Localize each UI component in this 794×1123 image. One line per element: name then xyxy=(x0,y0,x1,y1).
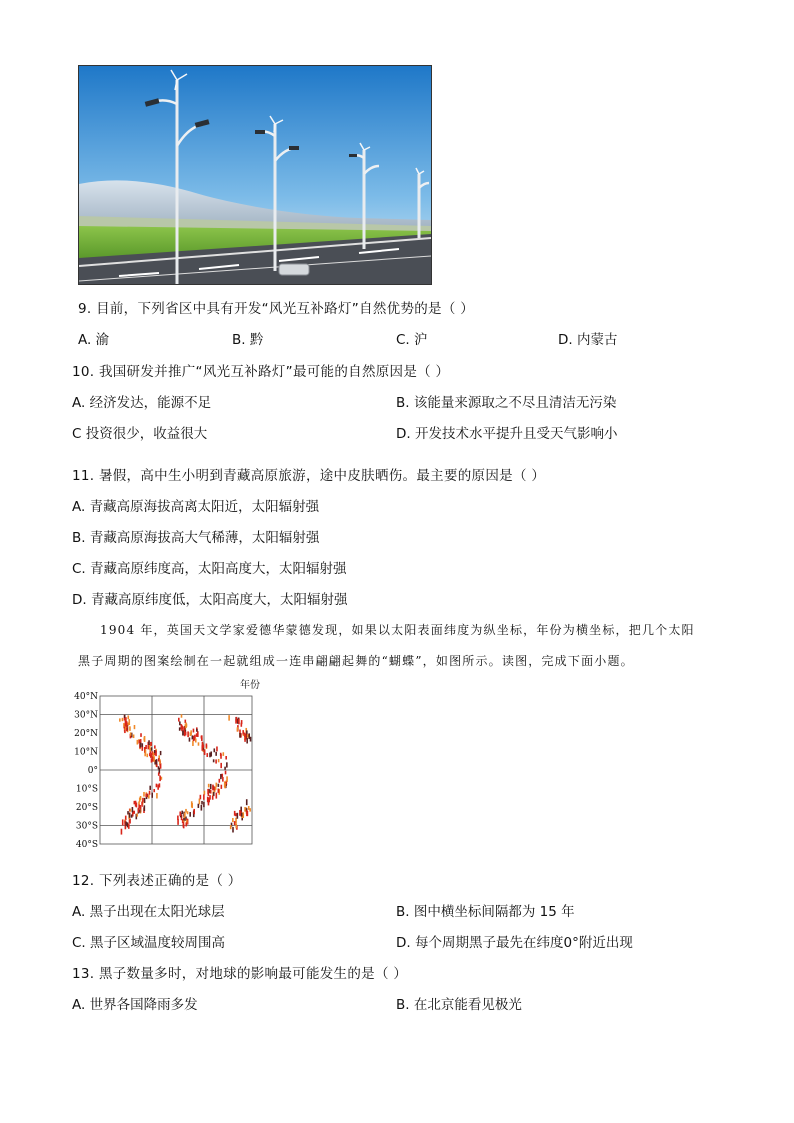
sunspot-mark xyxy=(179,721,181,725)
sunspot-mark xyxy=(145,794,147,797)
sunspot-mark xyxy=(242,730,244,734)
q10-option-d[interactable]: D. 开发技术水平提升且受天气影响小 xyxy=(396,426,618,442)
q11-option-c[interactable]: C. 青藏高原纬度高，太阳高度大，太阳辐射强 xyxy=(72,561,347,577)
q10-option-b[interactable]: B. 该能量来源取之不尽且清洁无污染 xyxy=(396,395,617,411)
sunspot-mark xyxy=(158,772,160,775)
sunspot-mark xyxy=(145,749,147,753)
sunspot-mark xyxy=(137,740,139,745)
sunspot-mark xyxy=(127,811,129,814)
sunspot-mark xyxy=(119,718,121,721)
sunspot-mark xyxy=(235,823,237,828)
sunspot-mark xyxy=(133,811,135,814)
sunspot-mark xyxy=(212,796,214,800)
sunspot-mark xyxy=(143,792,145,797)
sunspot-mark xyxy=(144,798,146,803)
sunspot-mark xyxy=(206,753,208,757)
passage-line-1: 1904 年，英国天文学家爱德华蒙德发现，如果以太阳表面纬度为纵坐标，年份为横坐标，把几个太阳 xyxy=(100,623,695,637)
y-tick-label: 0° xyxy=(87,766,98,776)
sunspot-mark xyxy=(216,746,218,751)
q12-option-c[interactable]: C. 黑子区域温度较周围高 xyxy=(72,935,226,951)
sunspot-mark xyxy=(208,784,210,788)
q9-option-a[interactable]: A. 渝 xyxy=(78,332,110,348)
street-lamp-photo xyxy=(78,65,432,285)
sunspot-mark xyxy=(201,801,203,804)
sunspot-mark xyxy=(204,791,206,795)
sunspot-mark xyxy=(157,784,159,789)
y-tick-label: 20°N xyxy=(74,729,98,739)
q11-stem: 11. 暑假，高中生小明到青藏高原旅游，途中皮肤晒伤。最主要的原因是（ ） xyxy=(72,468,546,484)
sunspot-mark xyxy=(149,786,151,790)
sunspot-mark xyxy=(206,743,208,747)
sunspot-mark xyxy=(228,715,230,721)
sunspot-mark xyxy=(151,758,153,762)
sunspot-mark xyxy=(177,816,179,820)
sunspot-mark xyxy=(222,777,224,782)
q10-option-a[interactable]: A. 经济发达，能源不足 xyxy=(72,395,212,411)
sunspot-mark xyxy=(216,793,218,799)
sunspot-mark xyxy=(220,774,222,779)
sunspot-mark xyxy=(246,810,248,816)
sunspot-mark xyxy=(219,779,221,783)
sunspot-mark xyxy=(232,827,234,833)
q9-stem: 9. 目前，下列省区中具有开发“风光互补路灯”自然优势的是（ ） xyxy=(78,301,475,317)
sunspot-mark xyxy=(156,784,158,788)
sunspot-mark xyxy=(189,738,191,742)
q9-option-c[interactable]: C. 沪 xyxy=(396,332,428,348)
y-tick-label: 10°S xyxy=(75,784,98,795)
sunspot-mark xyxy=(249,808,251,811)
q9-option-d[interactable]: D. 内蒙古 xyxy=(558,332,618,348)
sunspot-mark xyxy=(210,751,212,756)
sunspot-mark xyxy=(129,726,131,731)
sunspot-mark xyxy=(153,752,155,757)
sunspot-mark xyxy=(244,807,246,812)
sunspot-mark xyxy=(212,786,214,791)
q10-stem: 10. 我国研发并推广“风光互补路灯”最可能的自然原因是（ ） xyxy=(72,364,450,380)
sunspot-mark xyxy=(210,790,212,794)
sunspot-mark xyxy=(140,743,142,748)
sunspot-mark xyxy=(122,718,124,721)
sunspot-mark xyxy=(222,752,224,756)
sunspot-mark xyxy=(246,738,248,743)
sunspot-mark xyxy=(135,801,137,807)
sunspot-mark xyxy=(193,809,195,814)
sunspot-mark xyxy=(218,789,220,793)
sunspot-mark xyxy=(128,823,130,828)
sunspot-mark xyxy=(155,750,157,756)
sunspot-mark xyxy=(182,730,184,735)
sunspot-mark xyxy=(147,745,149,749)
sunspot-mark xyxy=(138,808,140,813)
sunspot-mark xyxy=(189,812,191,817)
sunspot-mark xyxy=(153,789,155,792)
y-tick-label: 10°N xyxy=(74,747,98,758)
sunspot-mark xyxy=(221,785,223,789)
sunspot-mark xyxy=(198,742,200,745)
sunspot-mark xyxy=(247,734,249,737)
sunspot-mark xyxy=(203,744,205,747)
q12-option-b[interactable]: B. 图中横坐标间隔都为 15 年 xyxy=(396,904,575,920)
y-tick-label: 30°S xyxy=(75,821,98,832)
sunspot-mark xyxy=(220,753,222,756)
sunspot-mark xyxy=(248,806,250,810)
sunspot-mark xyxy=(185,724,187,727)
sunspot-mark xyxy=(148,795,150,799)
sunspot-mark xyxy=(224,783,226,788)
sunspot-mark xyxy=(201,805,203,811)
sunspot-mark xyxy=(187,731,189,737)
street-lamp-illustration xyxy=(79,66,431,284)
sunspot-mark xyxy=(235,813,237,816)
sunspot-mark xyxy=(190,732,192,736)
sunspot-mark xyxy=(225,771,227,775)
sunspot-mark xyxy=(134,725,136,729)
sunspot-mark xyxy=(153,756,155,761)
sunspot-mark xyxy=(179,727,181,730)
sunspot-mark xyxy=(131,814,133,817)
sunspot-mark xyxy=(197,733,199,737)
q11-option-d[interactable]: D. 青藏高原纬度低，太阳高度大，太阳辐射强 xyxy=(72,592,348,608)
sunspot-mark xyxy=(160,751,162,755)
sunspot-mark xyxy=(241,720,243,724)
q12-option-d[interactable]: D. 每个周期黑子最先在纬度0°附近出现 xyxy=(396,935,633,951)
sunspot-mark xyxy=(203,794,205,799)
sunspot-mark xyxy=(181,811,183,814)
sunspot-mark xyxy=(195,738,197,742)
sunspot-mark xyxy=(129,820,131,823)
sunspot-mark xyxy=(218,759,220,762)
sunspot-mark xyxy=(142,798,144,802)
sunspot-mark xyxy=(185,822,187,826)
sunspot-mark xyxy=(226,762,228,767)
sunspot-mark xyxy=(216,783,218,787)
sunspot-mark xyxy=(136,813,138,816)
sunspot-mark xyxy=(179,811,181,816)
sunspot-mark xyxy=(178,718,180,722)
sunspot-mark xyxy=(238,719,240,725)
butterfly-diagram-svg xyxy=(70,676,260,851)
q12-stem: 12. 下列表述正确的是（ ） xyxy=(72,873,242,889)
sunspot-mark xyxy=(159,775,161,781)
sunspot-mark xyxy=(191,801,193,807)
q13-option-b[interactable]: B. 在北京能看见极光 xyxy=(396,997,522,1013)
sunspot-mark xyxy=(241,813,243,817)
sunspot-mark xyxy=(199,799,201,805)
sunspot-mark xyxy=(184,813,186,818)
sunspot-butterfly-chart xyxy=(70,676,260,851)
sunspot-mark xyxy=(146,754,148,757)
q11-option-a[interactable]: A. 青藏高原海拔高离太阳近，太阳辐射强 xyxy=(72,499,320,515)
sunspot-mark xyxy=(156,793,158,798)
y-tick-label: 30°N xyxy=(74,710,98,721)
sunspot-mark xyxy=(234,821,236,825)
sunspot-mark xyxy=(139,797,141,801)
q13-option-a[interactable]: A. 世界各国降雨多发 xyxy=(72,997,198,1013)
sunspot-mark xyxy=(236,717,238,722)
sunspot-mark xyxy=(239,733,241,738)
sunspot-mark xyxy=(133,734,135,738)
sunspot-mark xyxy=(156,759,158,764)
sunspot-mark xyxy=(181,714,183,717)
sunspot-mark xyxy=(158,758,160,761)
sunspot-mark xyxy=(125,717,127,721)
sunspot-mark xyxy=(125,721,127,727)
sunspot-mark xyxy=(130,809,132,812)
sunspot-mark xyxy=(150,742,152,746)
sunspot-mark xyxy=(129,813,131,818)
sunspot-mark xyxy=(208,801,210,805)
sunspot-mark xyxy=(130,732,132,735)
sunspot-mark xyxy=(203,802,205,807)
sunspot-mark xyxy=(204,749,206,755)
sunspot-mark xyxy=(246,799,248,805)
sunspot-mark xyxy=(151,793,153,798)
sunspot-mark xyxy=(144,805,146,811)
sunspot-mark xyxy=(125,822,127,826)
sunspot-mark xyxy=(187,811,189,814)
sunspot-mark xyxy=(127,715,129,719)
sunspot-mark xyxy=(210,784,212,789)
sunspot-mark xyxy=(218,784,220,787)
sunspot-mark xyxy=(213,792,215,796)
sunspot-mark xyxy=(232,818,234,822)
sunspot-mark xyxy=(225,756,227,760)
sunspot-mark xyxy=(207,789,209,794)
q11-option-b[interactable]: B. 青藏高原海拔高大气稀薄，太阳辐射强 xyxy=(72,530,320,546)
sunspot-mark xyxy=(220,763,222,768)
sunspot-mark xyxy=(239,810,241,816)
sunspot-mark xyxy=(196,729,198,732)
sunspot-mark xyxy=(244,738,246,742)
q13-stem: 13. 黑子数量多时，对地球的影响最可能发生的是（ ） xyxy=(72,966,408,982)
sunspot-mark xyxy=(123,723,125,727)
sunspot-mark xyxy=(193,729,195,733)
y-tick-label: 40°S xyxy=(75,840,98,850)
chart-title: 年份 xyxy=(240,680,260,691)
sunspot-mark xyxy=(181,724,183,729)
sunspot-mark xyxy=(237,813,239,819)
sunspot-mark xyxy=(139,805,141,810)
sunspot-mark xyxy=(122,819,124,825)
sunspot-mark xyxy=(138,801,140,804)
y-tick-label: 40°N xyxy=(74,692,98,702)
sunspot-mark xyxy=(213,759,215,762)
sunspot-mark xyxy=(151,747,153,750)
q12-option-a[interactable]: A. 黑子出现在太阳光球层 xyxy=(72,904,225,920)
sunspot-mark xyxy=(192,741,194,746)
sunspot-mark xyxy=(185,732,187,736)
sunspot-mark xyxy=(154,745,156,748)
sunspot-mark xyxy=(215,752,217,756)
sunspot-mark xyxy=(149,791,151,795)
sunspot-mark xyxy=(141,802,143,807)
sunspot-mark xyxy=(215,759,217,763)
q10-option-c[interactable]: C 投资很少，收益很大 xyxy=(72,426,208,442)
sunspot-mark xyxy=(128,719,130,725)
sunspot-mark xyxy=(201,735,203,740)
sunspot-mark xyxy=(200,795,202,800)
sunspot-mark xyxy=(224,767,226,770)
q9-option-b[interactable]: B. 黔 xyxy=(232,332,264,348)
sunspot-mark xyxy=(215,787,217,790)
sunspot-mark xyxy=(183,824,185,828)
sunspot-mark xyxy=(213,748,215,752)
sunspot-mark xyxy=(237,727,239,731)
sunspot-mark xyxy=(150,754,152,758)
sunspot-mark xyxy=(158,766,160,769)
y-tick-label: 20°S xyxy=(75,803,98,813)
sunspot-mark xyxy=(144,736,146,742)
passage-line-2: 黑子周期的图案绘制在一起就组成一连串翩翩起舞的“蝴蝶”，如图所示。读图，完成下面小题。 xyxy=(78,654,634,668)
sunspot-mark xyxy=(192,735,194,739)
sunspot-mark xyxy=(148,740,150,745)
sunspot-mark xyxy=(140,733,142,737)
sunspot-mark xyxy=(230,825,232,829)
sunspot-mark xyxy=(132,807,134,812)
sunspot-mark xyxy=(198,804,200,808)
sunspot-mark xyxy=(248,733,250,739)
sunspot-mark xyxy=(141,747,143,751)
sunspot-mark xyxy=(121,829,123,835)
sunspot-mark xyxy=(185,809,187,813)
